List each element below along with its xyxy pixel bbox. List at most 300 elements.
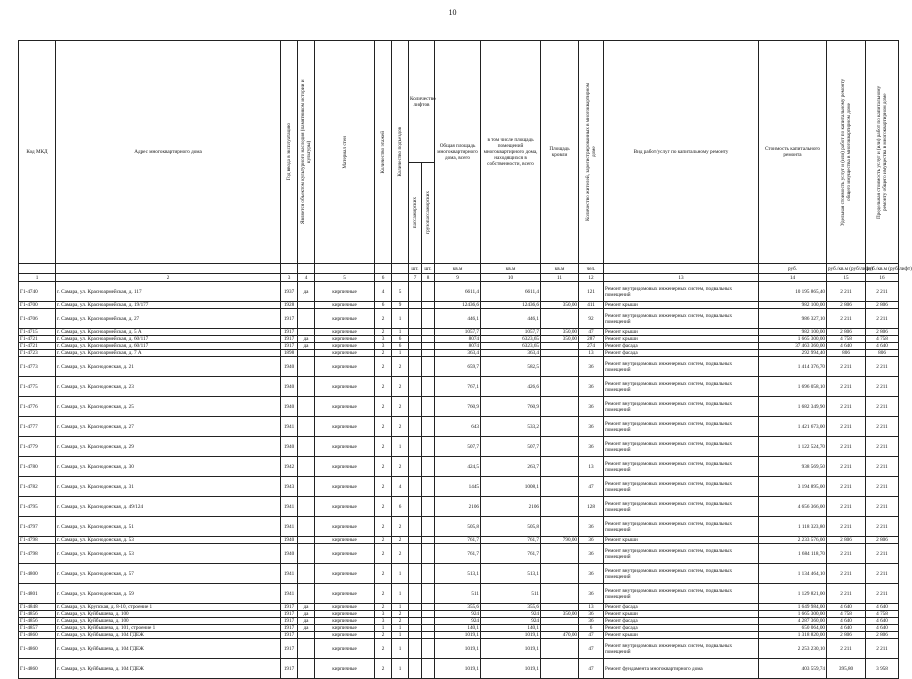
table-cell: 2 [375, 397, 392, 417]
table-cell [422, 625, 435, 632]
table-cell: г. Самара, ул. Красноармейская, д. 27 [56, 309, 281, 329]
column-number: 3 [281, 274, 298, 282]
table-cell: 36 [579, 564, 604, 584]
table-cell: 6323,65 [481, 336, 541, 343]
table-cell [409, 584, 422, 604]
table-cell: Ремонт крыши [604, 537, 759, 544]
table-cell: кирпичные [315, 537, 375, 544]
table-cell: 36 [579, 611, 604, 618]
table-cell: 1019,1 [435, 632, 481, 639]
table-cell: 1942 [281, 457, 298, 477]
table-cell: г. Самара, ул. Краснодонская, д. 53 [56, 537, 281, 544]
table-cell: Г1-4857 [19, 625, 56, 632]
table-cell: 36 [579, 537, 604, 544]
table-cell: 47 [579, 632, 604, 639]
table-cell: кирпичные [315, 477, 375, 497]
table-cell [409, 302, 422, 309]
table-cell: кирпичные [315, 309, 375, 329]
table-cell [422, 604, 435, 611]
table-cell: да [298, 336, 315, 343]
table-cell: 36 [579, 517, 604, 537]
table-cell [422, 437, 435, 457]
table-cell: 1941 [281, 564, 298, 584]
table-cell: 650 064,00 [759, 625, 827, 632]
table-cell: Г1-4723 [19, 350, 56, 357]
table-cell: 8074 [435, 336, 481, 343]
table-cell: г. Самара, ул. Краснодонская, д. 31 [56, 477, 281, 497]
table-cell [422, 302, 435, 309]
table-cell [422, 343, 435, 350]
table-cell [298, 477, 315, 497]
table-cell [409, 618, 422, 625]
table-cell: 938 569,50 [759, 457, 827, 477]
table-cell: кирпичные [315, 302, 375, 309]
table-row [19, 584, 899, 604]
table-cell: 2 [375, 659, 392, 679]
table-cell: 1941 [281, 497, 298, 517]
table-cell [541, 564, 579, 584]
table-cell: 37 463 360,00 [759, 343, 827, 350]
header-lifts-cargo: грузопассажирских [425, 191, 431, 235]
table-cell: 2 [392, 417, 409, 437]
table-cell [422, 397, 435, 417]
table-cell: 1008,1 [481, 477, 541, 497]
table-cell: 806 [866, 350, 899, 357]
table-cell [541, 397, 579, 417]
table-cell [298, 417, 315, 437]
table-cell: 2 211 [827, 584, 866, 604]
table-cell: 1898 [281, 350, 298, 357]
table-row [19, 625, 899, 632]
table-cell: 470,00 [541, 632, 579, 639]
table-cell: 2 211 [866, 639, 899, 659]
table-cell: 4 640 [827, 343, 866, 350]
table-cell: кирпичные [315, 618, 375, 625]
table-row [19, 302, 899, 309]
table-cell [541, 350, 579, 357]
table-row [19, 477, 899, 497]
table-cell [409, 282, 422, 302]
table-cell [422, 350, 435, 357]
table-cell: да [298, 611, 315, 618]
table-cell: Г1-4740 [19, 282, 56, 302]
table-cell [298, 377, 315, 397]
table-cell: 505,8 [481, 517, 541, 537]
table-cell: кирпичные [315, 517, 375, 537]
table-cell: 2 [375, 497, 392, 517]
table-cell: Г1-4856 [19, 611, 56, 618]
table-cell [422, 584, 435, 604]
table-cell: Г1-4721 [19, 336, 56, 343]
table-cell: 1 118 323,80 [759, 517, 827, 537]
table-cell: 761,7 [481, 537, 541, 544]
table-cell [298, 537, 315, 544]
table-cell: 6 [392, 497, 409, 517]
column-number: 11 [541, 274, 579, 282]
table-cell: 2 211 [827, 544, 866, 564]
table-cell: 761,7 [435, 544, 481, 564]
table-cell: 2 211 [827, 497, 866, 517]
table-cell: Г1-4775 [19, 377, 56, 397]
table-cell: г. Самара, ул. Краснодонская, д. 27 [56, 417, 281, 437]
table-cell: 1943 [281, 477, 298, 497]
table-cell: г. Самара, ул. Краснодонская, д. 23 [56, 377, 281, 397]
table-cell [409, 377, 422, 397]
unit-cell: шт. [409, 264, 422, 274]
table-cell: 1917 [281, 632, 298, 639]
header-floors: Количество этажей [380, 130, 386, 174]
table-cell: Ремонт внутридомовых инженерных систем, подвальных помещений [604, 584, 759, 604]
unit-cell: кв.м [435, 264, 481, 274]
table-cell: Г1-4798 [19, 544, 56, 564]
table-cell: 3 958 [866, 659, 899, 679]
table-cell [541, 437, 579, 457]
table-cell: Ремонт крыши [604, 329, 759, 336]
table-cell: 507,7 [481, 437, 541, 457]
table-cell: 2 [375, 639, 392, 659]
table-cell: 761,7 [435, 537, 481, 544]
table-cell: 2 [375, 517, 392, 537]
table-cell: 4 640 [866, 343, 899, 350]
table-cell: 363,4 [435, 350, 481, 357]
table-cell: кирпичные [315, 564, 375, 584]
table-row [19, 544, 899, 564]
table-cell: 36 [579, 397, 604, 417]
table-cell [541, 604, 579, 611]
table-cell: 1 [392, 350, 409, 357]
table-cell: 2 [375, 564, 392, 584]
table-cell: 924 [435, 611, 481, 618]
table-cell: 9 [392, 302, 409, 309]
table-cell: 2 806 [827, 329, 866, 336]
table-cell: 6 [579, 625, 604, 632]
table-cell: 2 211 [866, 457, 899, 477]
table-cell: 4 758 [827, 611, 866, 618]
table-cell: Ремонт внутридомовых инженерных систем, подвальных помещений [604, 457, 759, 477]
table-cell [541, 357, 579, 377]
table-cell: 426,6 [481, 377, 541, 397]
table-cell: 1 [392, 329, 409, 336]
table-cell [422, 618, 435, 625]
table-cell: 2 211 [866, 564, 899, 584]
table-cell [409, 659, 422, 679]
header-lifts-pass: пассажирских [412, 197, 418, 229]
table-cell: 2 211 [866, 357, 899, 377]
header-residents: Количество жителей, зарегистрированных в многоквартирном доме [585, 82, 598, 222]
table-cell: 1445 [435, 477, 481, 497]
table-cell: 36 [579, 357, 604, 377]
table-cell: 2 211 [827, 309, 866, 329]
table-cell: 2 [392, 544, 409, 564]
header-unit-cost: Удельная стоимость услуг и (или) работ по капитальному ремонту общего имущества в многоквартирном доме [840, 78, 853, 226]
units-row [19, 264, 899, 274]
table-cell: Г1-4801 [19, 584, 56, 604]
table-cell: 3 194 895,00 [759, 477, 827, 497]
header-roof: Площадь кровли [541, 41, 579, 264]
table-cell: 2 [392, 537, 409, 544]
table-cell: 287 [579, 336, 604, 343]
page-number: 10 [448, 8, 457, 17]
table-cell: 2 [375, 329, 392, 336]
unit-cell [281, 264, 298, 274]
table-row [19, 343, 899, 350]
table-cell: г. Самара, ул. Краснодонская, д. 30 [56, 457, 281, 477]
table-cell: 2 211 [827, 517, 866, 537]
table-cell: 1917 [281, 329, 298, 336]
table-cell: 1 [392, 604, 409, 611]
header-area-owned: в том числе площадь помещений многоквартирного дома, находящихся в собственности, всего [481, 41, 541, 264]
table-cell: кирпичные [315, 604, 375, 611]
table-cell: 760,9 [435, 397, 481, 417]
table-row [19, 517, 899, 537]
table-cell: 2 [375, 604, 392, 611]
table-cell [409, 517, 422, 537]
unit-cell [392, 264, 409, 274]
table-cell: 659,7 [435, 357, 481, 377]
column-number: 15 [827, 274, 866, 282]
table-cell: 1917 [281, 336, 298, 343]
table-cell [409, 497, 422, 517]
column-number: 10 [481, 274, 541, 282]
table-cell [409, 350, 422, 357]
unit-cell: руб./кв.м (руб/лифт) [867, 265, 912, 272]
table-row [19, 397, 899, 417]
table-cell: 36 [579, 544, 604, 564]
table-cell [409, 632, 422, 639]
table-cell: кирпичные [315, 625, 375, 632]
table-cell [422, 611, 435, 618]
table-cell [422, 497, 435, 517]
table-cell: Г1-4795 [19, 497, 56, 517]
table-cell: 790,00 [541, 537, 579, 544]
table-cell [298, 302, 315, 309]
table-cell: 350,00 [541, 336, 579, 343]
table-cell: 2 211 [827, 357, 866, 377]
table-cell: 140,1 [481, 625, 541, 632]
table-cell: 92 [579, 309, 604, 329]
header-heritage: Является объектом культурного наследия (памятником истории и культуры) [300, 79, 312, 225]
table-cell: 1019,1 [481, 632, 541, 639]
table-cell: 2 [375, 437, 392, 457]
table-row [19, 639, 899, 659]
table-cell: 6 [392, 336, 409, 343]
table-cell: 2 806 [866, 302, 899, 309]
table-cell [422, 282, 435, 302]
table-cell: кирпичные [315, 417, 375, 437]
column-number: 6 [375, 274, 392, 282]
table-cell [298, 632, 315, 639]
table-cell: 2 806 [827, 302, 866, 309]
table-cell [422, 377, 435, 397]
table-header [19, 41, 912, 282]
table-cell: 3 [375, 618, 392, 625]
unit-cell: руб. [759, 264, 827, 274]
table-cell: да [298, 343, 315, 350]
table-cell: Г1-4782 [19, 477, 56, 497]
table-cell: 1941 [281, 417, 298, 437]
table-cell: Ремонт фасада [604, 618, 759, 625]
table-row [19, 329, 899, 336]
table-cell: Ремонт внутридомовых инженерных систем, подвальных помещений [604, 544, 759, 564]
table-cell: Ремонт внутридомовых инженерных систем, подвальных помещений [604, 417, 759, 437]
table-cell [409, 564, 422, 584]
table-cell: 2 211 [827, 417, 866, 437]
table-cell: 2 253 230,10 [759, 639, 827, 659]
table-cell: Г1-4860 [19, 659, 56, 679]
table-cell: 643 [435, 417, 481, 437]
table-row [19, 618, 899, 625]
table-cell: 2 211 [827, 397, 866, 417]
table-cell: 1 414 376,70 [759, 357, 827, 377]
table-cell: 1940 [281, 377, 298, 397]
table-cell: 1019,1 [481, 659, 541, 679]
table-cell: Ремонт внутридомовых инженерных систем, подвальных помещений [604, 517, 759, 537]
table-cell [298, 357, 315, 377]
table-cell: 2 806 [866, 537, 899, 544]
table-row [19, 632, 899, 639]
table-cell: 395,80 [827, 659, 866, 679]
table-cell: 13 [579, 350, 604, 357]
table-cell [422, 457, 435, 477]
table-cell [422, 417, 435, 437]
table-cell: 1 649 984,00 [759, 604, 827, 611]
table-cell: Ремонт внутридомовых инженерных систем, подвальных помещений [604, 437, 759, 457]
table-row [19, 350, 899, 357]
table-cell: 582,5 [481, 357, 541, 377]
table-cell: 533,2 [481, 417, 541, 437]
table-cell: 4 640 [866, 618, 899, 625]
table-cell [298, 659, 315, 679]
table-cell: 1917 [281, 604, 298, 611]
table-cell [409, 625, 422, 632]
table-cell: г. Самара, ул. Куйбышева, д. 100 [56, 618, 281, 625]
table-cell: 1940 [281, 397, 298, 417]
table-cell: 10 195 865,40 [759, 282, 827, 302]
column-number: 9 [435, 274, 481, 282]
table-cell [298, 329, 315, 336]
table-cell: г. Самара, ул. Красноармейская, д. 7 А [56, 350, 281, 357]
table-row [19, 564, 899, 584]
table-cell [298, 517, 315, 537]
table-cell: Ремонт внутридомовых инженерных систем, подвальных помещений [604, 497, 759, 517]
table-cell [541, 309, 579, 329]
table-cell: 1940 [281, 537, 298, 544]
unit-cell: чел. [579, 264, 604, 274]
table-cell: 4 640 [866, 625, 899, 632]
table-cell: г. Самара, ул. Краснодонская, д. 53 [56, 544, 281, 564]
table-cell: Ремонт внутридомовых инженерных систем, подвальных помещений [604, 357, 759, 377]
table-body [19, 282, 899, 679]
table-cell: 1 [392, 659, 409, 679]
table-cell [422, 659, 435, 679]
column-number: 2 [56, 274, 281, 282]
table-cell: Г1-4797 [19, 517, 56, 537]
table-cell: 4 656 366,00 [759, 497, 827, 517]
table-cell: 924 [481, 618, 541, 625]
table-cell: Ремонт крыши [604, 632, 759, 639]
table-cell: г. Самара, ул. Краснодонская, д. 25 [56, 397, 281, 417]
table-cell [409, 477, 422, 497]
table-cell: 1941 [281, 517, 298, 537]
table-cell: 2 [392, 611, 409, 618]
table-cell: 1941 [281, 584, 298, 604]
table-cell: 1 696 058,10 [759, 377, 827, 397]
table-cell: 411 [579, 302, 604, 309]
table-cell: 505,8 [435, 517, 481, 537]
table-cell: 1057,7 [435, 329, 481, 336]
table-cell: Ремонт внутридомовых инженерных систем, подвальных помещений [604, 397, 759, 417]
column-number: 1 [19, 274, 56, 282]
table-cell: 982 100,00 [759, 329, 827, 336]
table-cell: 986 327,10 [759, 309, 827, 329]
table-cell: 2 806 [827, 537, 866, 544]
table-cell: 4 640 [827, 618, 866, 625]
table-cell [298, 639, 315, 659]
table-cell: кирпичные [315, 377, 375, 397]
table-cell: 1 665 300,00 [759, 611, 827, 618]
table-cell: 2 [375, 544, 392, 564]
table-cell: г. Самара, ул. Красноармейская, д. 19/177 [56, 302, 281, 309]
table-cell: 4 [392, 477, 409, 497]
table-cell: 4 640 [827, 625, 866, 632]
table-cell: 1 134 464,10 [759, 564, 827, 584]
table-cell: 1 [392, 625, 409, 632]
table-cell: 2 211 [866, 584, 899, 604]
table-cell: 1917 [281, 343, 298, 350]
table-cell: 982 100,00 [759, 302, 827, 309]
table-cell: 2 [375, 417, 392, 437]
table-cell: кирпичные [315, 357, 375, 377]
table-cell: 2 211 [827, 639, 866, 659]
header-work: Вид работ/услуг по капитальному ремонту [604, 41, 759, 264]
table-cell: 2 [375, 457, 392, 477]
table-cell [422, 537, 435, 544]
table-cell: 2 211 [866, 377, 899, 397]
unit-cell [56, 264, 281, 274]
table-cell: г. Самара, ул. Краснодонская, д. 51 [56, 517, 281, 537]
table-cell: 1 [392, 437, 409, 457]
table-cell: 4 287 360,00 [759, 618, 827, 625]
table-cell: кирпичные [315, 437, 375, 457]
table-cell [298, 497, 315, 517]
table-cell: Ремонт фасада [604, 604, 759, 611]
table-row [19, 336, 899, 343]
table-cell: 355,6 [435, 604, 481, 611]
table-cell: кирпичные [315, 497, 375, 517]
table-cell: 2 [392, 397, 409, 417]
table-cell: 2 [375, 350, 392, 357]
table-cell [298, 544, 315, 564]
table-cell: 924 [481, 611, 541, 618]
table-cell: Ремонт внутридомовых инженерных систем, подвальных помещений [604, 639, 759, 659]
table-cell [541, 282, 579, 302]
table-cell: 1 682 349,90 [759, 397, 827, 417]
table-cell: 1 129 821,00 [759, 584, 827, 604]
table-cell [409, 437, 422, 457]
table-cell [298, 309, 315, 329]
table-cell: 1 [392, 309, 409, 329]
table-cell [541, 659, 579, 679]
table-row [19, 282, 899, 302]
table-cell [422, 357, 435, 377]
table-cell: 1019,1 [481, 639, 541, 659]
table-cell: 47 [579, 477, 604, 497]
table-cell: 1057,7 [481, 329, 541, 336]
table-cell [422, 564, 435, 584]
table-cell: кирпичные [315, 544, 375, 564]
table-cell: Г1-4700 [19, 302, 56, 309]
table-cell: 2 806 [866, 632, 899, 639]
